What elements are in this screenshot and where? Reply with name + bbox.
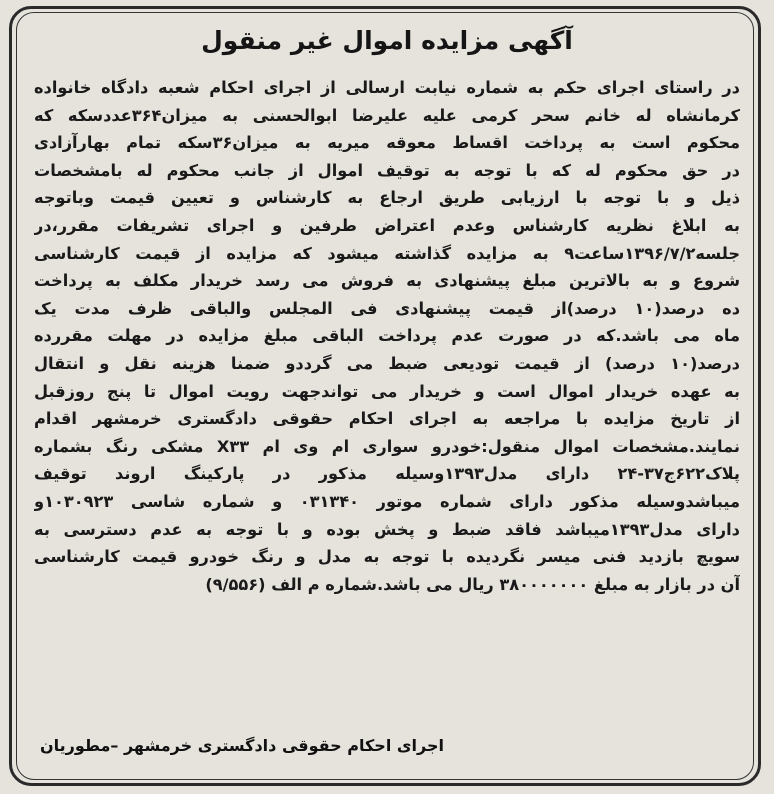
body-line: ذیل و با توجه با ارزیابی طریق ارجاع به کارشناس و تعیین قیمت وباتوجه xyxy=(34,188,740,208)
notice-title: آگهی مزایده اموال غیر منقول xyxy=(201,26,573,55)
body-line: ده درصد(۱۰ درصد)از قیمت پیشنهادی فی المجلس والباقی ظرف مدت یک xyxy=(34,298,740,318)
body-line: به عهده خریدار اموال است و خریدار می تواندجهت رویت اموال تا پنج روزقبل xyxy=(34,381,740,401)
body-line: از تاریخ مزایده با مراجعه به اجرای احکام حقوقی دادگستری خرمشهر اقدام xyxy=(34,409,740,429)
body-line: پلاک۶۲۲ج۳۷-۲۴ دارای مدل۱۳۹۳وسیله مذکور در پارکینگ اروند توقیف xyxy=(34,464,740,484)
body-line: میباشدوسیله مذکور دارای شماره موتور ۰۳۱۳۴۰ و شماره شاسی ۱۰۳۰۹۲۳و xyxy=(34,491,740,511)
body-line: شروع و به بالاترین مبلغ پیشنهادی به فروش می رسد خریدار مکلف به پرداخت xyxy=(34,271,740,291)
notice-signature: اجرای احکام حقوقی دادگستری خرمشهر –مطوریان xyxy=(40,736,444,755)
body-line: کرمانشاه له خانم سحر کرمی علیه علیرضا ابوالحسنی به میزان۳۶۴عددسکه که xyxy=(34,105,740,125)
body-line: درصد(۱۰ درصد) از قیمت تودیعی ضبط می گرددو ضمنا هزینه نقل و انتقال xyxy=(34,353,740,373)
body-line: در راستای اجرای حکم به شماره نیابت ارسالی از اجرای احکام شعبه دادگاه خانواده xyxy=(34,78,740,97)
body-line: محکوم است به پرداخت اقساط معوقه میریه به میزان۳۶سکه تمام بهارآزادی xyxy=(34,133,740,153)
body-line: نمایند.مشخصات اموال منقول:خودرو سواری ام وی ام X۳۳ مشکی رنگ بشماره xyxy=(34,436,740,456)
body-line: به ابلاغ نظریه کارشناس وعدم اعتراض طرفین و اجرای تشریفات مقرر،در xyxy=(34,215,740,235)
body-line: جلسه۱۳۹۶/۷/۲ساعت۹ به مزایده گذاشته میشود که مزایده از قیمت کارشناسی xyxy=(34,243,740,263)
body-line: دارای مدل۱۳۹۳میباشد فاقد ضبط و پخش بوده و با توجه به عدم دسترسی به xyxy=(34,519,740,539)
body-line: آن در بازار به مبلغ ۳۸۰۰۰۰۰۰۰ ریال می باشد.شماره م الف (۹/۵۵۶) xyxy=(205,574,740,594)
body-line: سویچ بازدید فنی میسر نگردیده با توجه به مدل و رنگ خودرو قیمت کارشناسی xyxy=(34,547,740,567)
body-line: در حق محکوم له که با توجه به توقیف اموال از جانب محکوم له بامشخصات xyxy=(34,160,740,180)
notice-body xyxy=(34,74,740,598)
body-line: ماه می باشد.که در صورت عدم پرداخت الباقی مبلغ مزایده در مهلت مقررده xyxy=(34,326,740,346)
